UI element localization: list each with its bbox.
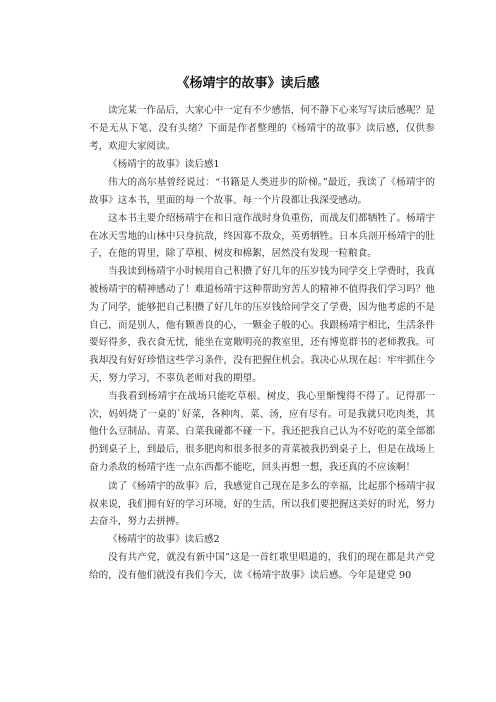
section-heading-2: 《杨靖宇的故事》读后感2 — [108, 534, 220, 546]
body-paragraph: 没有共产党，就没有新中国”这是一首红歌里唱道的，我们的现在都是共产党给的，没有他们就没有我们今天，读《杨靖宇故事》读后感。今年是建党 90 — [89, 551, 435, 581]
body-paragraph: 当我读到杨靖宇小时候用自己积攒了好几年的压岁钱为同学交上学费时，我真被杨靖宇的精神感动了！难道杨靖宇这种帮助穷苦人的精神不值得我们学习吗？他为了同学，能够把自己积攒了好几年的压岁钱给同学交了学费，因为他考虑的不是自己，而是别人，他有颗善良的心，一颗金子般的心。我跟杨靖宇相比，生活条件要好得多，我衣食无忧，能坐在宽敞明亮的教室里，还有博览群书的老师教我。可我却没有好好珍惜这些学习条件，没有把握住机会。我决心从现在起：牢牢抓住今天，努力学习，不辜负老师对我的期望。 — [89, 266, 435, 384]
body-paragraph: 读了《杨靖宇的故事》后，我感觉自己现在是多么的幸福，比起那个杨靖宇叔叔来说，我们拥有好的学习环境，好的生活，所以我们要把握这美好的时光，努力去奋斗，努力去拼搏。 — [89, 480, 435, 528]
section-heading-1: 《杨靖宇的故事》读后感1 — [108, 159, 220, 171]
intro-paragraph: 读完某一作品后，大家心中一定有不少感悟，何不静下心来写写读后感呢？是不是无从下笔、没有头绪？下面是作者整理的《杨靖宇的故事》读后感，仅供参考，欢迎大家阅读。 — [89, 105, 435, 152]
document-body — [89, 102, 435, 585]
body-paragraph: 当我看到杨靖宇在战场只能吃草根、树皮，我心里惭愧得不得了。记得那一次，妈妈烧了一桌的`好菜，各种肉、菜、汤，应有尽有。可是我就只吃肉类，其他什么豆制品、青菜、白菜我碰都不碰一下。我还把我自己认为不好吃的菜全部都扔到桌子上，到最后，很多肥肉和很多很多的青菜被我扔到桌子上，但是在战场上奋力杀敌的杨靖宇连一点东西都不能吃，回头再想一想，我还真的不应该啊！ — [89, 390, 435, 473]
body-paragraph: 伟大的高尔基曾经说过：“书籍是人类进步的阶梯。”最近，我读了《杨靖宇的故事》这本书，里面的每一个故事、每一个片段都让我深受感动。 — [89, 177, 435, 206]
document-title: 《杨靖宇的故事》读后感 — [176, 76, 320, 91]
body-paragraph: 这本书主要介绍杨靖宇在和日寇作战时身负重伤，而战友们都牺牲了。杨靖宇在冰天雪地的山林中只身抗敌，终因寡不敌众，英勇牺牲。日本兵剖开杨靖宇的肚子，在他的胃里，除了草根、树皮和棉絮，居然没有发现一粒粮食。 — [89, 212, 435, 260]
